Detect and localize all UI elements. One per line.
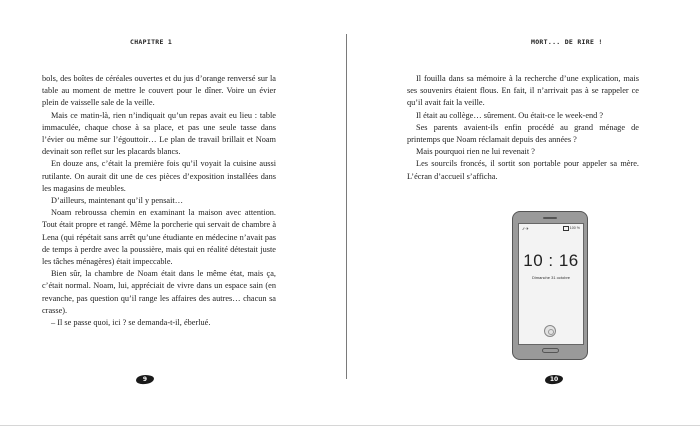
battery-level: 100 % bbox=[569, 226, 580, 231]
page-number bbox=[545, 374, 563, 385]
right-body-text bbox=[407, 73, 639, 183]
phone-speaker bbox=[543, 217, 557, 219]
paragraph: Mais pourquoi rien ne lui revenait ? bbox=[416, 147, 535, 157]
battery-indicator bbox=[563, 226, 580, 231]
paragraph: Mais ce matin-là, rien n’indiquait qu’un repas avait eu lieu : table immaculée, chaque chose à sa place, et pas une seule tasse dans l’évier ou même sur l’égouttoir… Le plan de travail brillait et Noam devinait son reflet sur les placards blancs. bbox=[42, 110, 276, 157]
paragraph: Noam rebroussa chemin en examinant la maison avec attention. Tout était propre et rangé. Même la porcherie qui servait de chambre à Lena (qui répétait sans arrêt qu’une étudiante en médecine n’avait pas de temps à perdre avec la poussière, mais qui en réalité détestait juste les tâches ménagères) était impeccable. bbox=[42, 208, 276, 267]
left-body-text bbox=[42, 73, 276, 329]
chapter-header: CHAPITRE 1 bbox=[130, 38, 173, 46]
phone-illustration bbox=[512, 211, 588, 360]
bottom-edge-line bbox=[0, 425, 700, 426]
paragraph: Ses parents avaient-ils enfin procédé au grand ménage de printemps que Noam réclamait depuis des années ? bbox=[407, 122, 639, 145]
paragraph: En douze ans, c’était la première fois qu’il voyait la cuisine aussi rutilante. On aurait dit une de ces pièces d’exposition installées dans les magasins de meubles. bbox=[42, 159, 276, 193]
battery-icon bbox=[563, 226, 569, 231]
paragraph: D’ailleurs, maintenant qu’il y pensait… bbox=[51, 196, 184, 206]
left-page bbox=[0, 0, 346, 429]
paragraph: bols, des boîtes de céréales ouvertes et du jus d’orange renversé sur la table au moment de mettre le couvert pour le dîner. Voire un évier plein de vaisselle sale de la veille. bbox=[42, 74, 276, 108]
page-number-text: 9 bbox=[142, 376, 148, 383]
lockscreen-date: Dimanche 31 octobre bbox=[531, 275, 571, 280]
paragraph: Bien sûr, la chambre de Noam était dans le même état, mais ça, c’était normal. Noam, lui, appréciait de vivre dans un espace sain (en revanche, pas question qu’il range les affaires des autres… chacun sa crasse). bbox=[42, 269, 276, 315]
paragraph: Il fouilla dans sa mémoire à la recherche d’une explication, mais ses souvenirs étaient flous. En fait, il n’arrivait pas à se rappeler ce qu’il avait fait la veille. bbox=[407, 74, 639, 108]
home-button bbox=[542, 348, 559, 353]
paragraph: Les sourcils froncés, il sortit son portable pour appeler sa mère. L’écran d’accueil s’afficha. bbox=[407, 159, 639, 181]
unlock-dot bbox=[548, 329, 554, 335]
paragraph: Il était au collège… sûrement. Ou était-ce le week-end ? bbox=[416, 110, 604, 120]
page-number-text: 10 bbox=[549, 376, 559, 383]
right-page bbox=[348, 0, 700, 429]
book-gutter bbox=[346, 34, 347, 379]
page-number bbox=[136, 374, 154, 385]
status-bar bbox=[519, 224, 583, 233]
book-title-header: MORT... DE RIRE ! bbox=[531, 38, 603, 46]
paragraph: – Il se passe quoi, ici ? se demanda-t-il, éberlué. bbox=[51, 318, 211, 328]
phone-screen bbox=[518, 223, 584, 345]
lockscreen-time: 10 : 16 bbox=[523, 251, 579, 270]
signal-icon: ⁄⁄ ✈ bbox=[523, 226, 529, 231]
unlock-icon bbox=[544, 325, 556, 337]
